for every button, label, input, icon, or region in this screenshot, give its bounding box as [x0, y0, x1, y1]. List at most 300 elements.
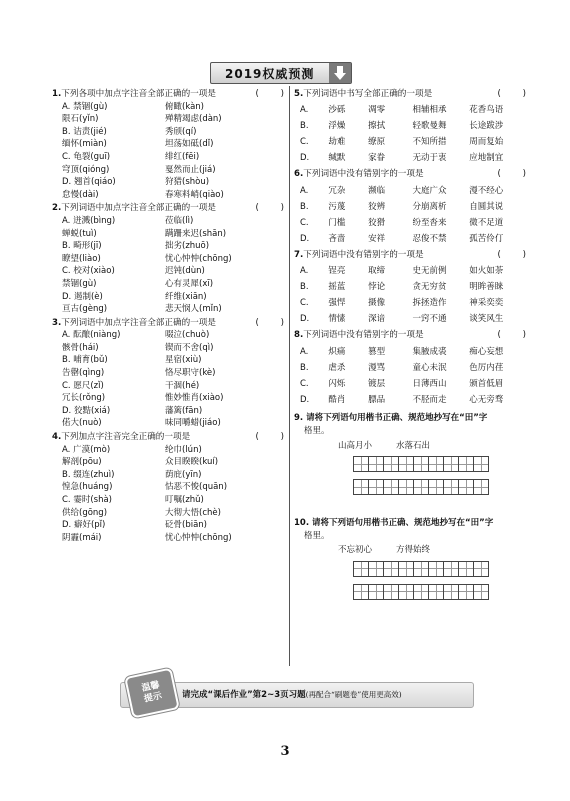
option-item: 殚精竭虑(dàn)	[165, 114, 222, 125]
option-word: 色厉内荏	[469, 362, 504, 373]
option-word: 一窍不通	[412, 314, 447, 325]
option-word: 濒临	[368, 185, 386, 196]
option-word: 轻歌曼舞	[412, 121, 447, 132]
option-word: 锃亮	[328, 266, 346, 277]
answer-blank: ( )	[255, 317, 284, 328]
option-item: 蹒跚来迟(shān)	[165, 228, 227, 239]
question-number: 1.	[52, 89, 62, 99]
copy-phrase: 山高月小	[338, 440, 373, 451]
option-label: D.	[300, 314, 310, 325]
option-item: 秀颀(qí)	[165, 126, 197, 137]
option-item: 戛然而止(jiá)	[165, 164, 216, 175]
question-text	[52, 202, 216, 215]
option-word: 痴心妄想	[469, 346, 504, 357]
answer-blank: ( )	[255, 203, 284, 214]
option-item: A. 广漠(mò)	[62, 444, 111, 455]
option-item: C. 霎时(shà)	[62, 495, 112, 505]
option-row	[52, 367, 284, 380]
option-word: 明眸善睐	[469, 282, 504, 293]
option-item: 大彻大悟(chè)	[165, 507, 221, 518]
option-item: 啜泣(chuò)	[165, 330, 210, 341]
option-row	[52, 380, 284, 393]
option-row	[52, 278, 284, 291]
tian-grid-cell	[473, 479, 489, 495]
option-word: 沙砾	[328, 105, 346, 116]
option-item: 穹顶(qióng)	[62, 164, 110, 175]
question-stem-text: 9. 请将下列语句用楷书正确、规范地抄写在“田”字	[294, 413, 488, 424]
option-word: 史无前例	[412, 266, 447, 277]
option-label: A.	[300, 105, 309, 116]
option-item: 偌大(nuò)	[62, 418, 102, 429]
tian-grid-cell	[413, 479, 429, 495]
option-word: 微不足道	[469, 217, 504, 228]
option-word: 无动于衷	[412, 153, 447, 164]
question-number: 7.	[294, 249, 304, 260]
question-5	[294, 88, 526, 165]
question-stem-text: 下列词语中书写全部正确的一项是	[303, 89, 433, 99]
option-row	[294, 346, 526, 359]
option-label: C.	[300, 378, 309, 389]
answer-blank: ( )	[497, 249, 526, 260]
banner-title: 2019权威预测	[225, 66, 315, 81]
option-word: 家眷	[368, 153, 386, 164]
option-item: D. 狡黠(xiá)	[62, 405, 111, 416]
option-item: 纶巾(lún)	[165, 444, 202, 455]
copy-phrase: 水落石出	[396, 440, 431, 451]
option-word: 纷至沓来	[412, 217, 447, 228]
option-word: 酷肖	[328, 394, 346, 405]
option-word: 虐杀	[328, 362, 346, 373]
tian-grid-row	[353, 456, 526, 472]
tian-grid-cell	[458, 479, 474, 495]
option-item: 纤维(xiān)	[165, 291, 207, 302]
tian-grid-cell	[368, 561, 384, 577]
option-word: 童心未泯	[412, 362, 447, 373]
question-stem-text: 下列词语中没有错别字的一项是	[303, 169, 424, 180]
option-word: 如火如荼	[469, 266, 504, 277]
question-number: 3.	[52, 317, 62, 328]
question-stem-text: 下列词语中加点字注音全部正确的一项是	[61, 317, 216, 328]
answer-blank: ( )	[255, 432, 284, 443]
option-word: 凋零	[368, 105, 386, 116]
option-item: 冗长(rǒng)	[62, 393, 106, 404]
column-divider	[289, 86, 290, 666]
option-word: 强悍	[328, 298, 346, 309]
question-stem-text: 10. 请将下列语句用楷书正确、规范地抄写在“田”字	[294, 518, 494, 529]
question-stem-cont: 格里。	[304, 425, 330, 436]
down-arrow-icon	[329, 63, 351, 83]
tian-grid-cell	[458, 584, 474, 600]
question-stem-text: 下列加点字注音完全正确的一项是	[61, 432, 191, 443]
option-word: 情愫	[328, 314, 346, 325]
tian-grid-cell	[443, 561, 459, 577]
option-item: 怠慢(dài)	[62, 189, 99, 200]
option-row	[52, 507, 284, 520]
right-column	[294, 88, 526, 601]
question-stem	[294, 249, 526, 262]
option-item: A. 迸溅(bìng)	[62, 215, 116, 226]
tip-text: 请完成“课后作业”第2~3页习题(再配合“刷题卷”使用更高效)	[182, 690, 402, 700]
option-word: 缄默	[328, 153, 346, 164]
option-word: 污蔑	[328, 201, 346, 212]
option-word: 分崩离析	[412, 201, 447, 212]
option-row	[294, 104, 526, 117]
option-item: 藩篱(fān)	[165, 405, 203, 416]
tian-grid-cell	[383, 561, 399, 577]
tian-grid-cell	[473, 561, 489, 577]
option-word: 孤苦伶仃	[469, 233, 504, 244]
tip-footer	[120, 672, 472, 710]
option-item: 供给(gōng)	[62, 507, 108, 518]
tian-grid-cell	[383, 584, 399, 600]
option-item: 砭骨(biān)	[165, 520, 207, 531]
question-6	[294, 168, 526, 245]
question-text	[294, 88, 432, 101]
option-word: 日薄西山	[412, 378, 447, 389]
question-q10	[294, 517, 526, 600]
option-item: 味同嚼蜡(jiáo)	[165, 418, 221, 429]
option-row	[52, 417, 284, 430]
tian-grid-cell	[443, 479, 459, 495]
option-word: 集腋成裘	[412, 346, 447, 357]
option-row	[52, 215, 284, 228]
option-word: 浮燥	[328, 121, 346, 132]
option-row	[52, 164, 284, 177]
option-word: 门槛	[328, 217, 346, 228]
option-label: A.	[300, 266, 309, 277]
question-number: 8.	[294, 330, 304, 341]
tian-grid-cell	[368, 479, 384, 495]
question-8	[294, 329, 526, 406]
question-stem	[294, 168, 526, 181]
question-text	[52, 431, 190, 444]
tian-grid-cell	[473, 456, 489, 472]
option-label: A.	[300, 346, 309, 357]
option-word: 缭原	[368, 137, 386, 148]
option-row	[294, 152, 526, 165]
option-item: 迟钝(dùn)	[165, 266, 205, 277]
option-row	[52, 113, 284, 126]
option-word: 膘品	[368, 394, 386, 405]
copy-phrases	[338, 544, 526, 557]
option-item: A. 酝酿(niàng)	[62, 330, 121, 341]
question-4	[52, 431, 284, 544]
question-stem	[294, 329, 526, 342]
option-word: 篡型	[368, 346, 386, 357]
question-q9	[294, 412, 526, 495]
option-row	[52, 405, 284, 418]
tian-grid-cell	[413, 456, 429, 472]
option-item: 俯瞰(kàn)	[165, 101, 205, 112]
copy-phrases	[338, 440, 526, 453]
option-item: 缅怀(miàn)	[62, 139, 107, 150]
tian-grid-cell	[428, 456, 444, 472]
tian-grid-cell	[368, 584, 384, 600]
option-item: D. 翘首(qiáo)	[62, 177, 116, 188]
question-text	[294, 168, 424, 181]
question-1	[52, 88, 284, 201]
option-row	[294, 281, 526, 294]
option-item: 瞭望(liào)	[62, 253, 101, 264]
option-item: 蝉蜕(tuì)	[62, 228, 97, 239]
copy-phrase: 方得始终	[396, 545, 431, 556]
option-row	[294, 201, 526, 214]
option-word: 劫难	[328, 137, 346, 148]
option-word: 镀层	[368, 378, 386, 389]
copy-phrase: 不忘初心	[338, 545, 373, 556]
option-row	[52, 481, 284, 494]
option-word: 擦拭	[368, 121, 386, 132]
option-row	[52, 253, 284, 266]
option-item: 莅临(lì)	[165, 215, 194, 226]
tian-grid-cell	[368, 456, 384, 472]
option-word: 取缔	[368, 266, 386, 277]
option-item: 告罄(qìng)	[62, 368, 105, 379]
option-word: 深谙	[368, 314, 386, 325]
tian-grid-row	[353, 584, 526, 600]
option-item: D. 遏制(è)	[62, 291, 103, 302]
option-label: B.	[300, 201, 309, 212]
option-row	[52, 176, 284, 189]
answer-blank: ( )	[497, 169, 526, 180]
option-item: 忧心忡忡(chōng)	[165, 532, 232, 543]
option-row	[52, 342, 284, 355]
option-item: 亘古(gèng)	[62, 304, 108, 315]
section-banner	[210, 62, 352, 84]
option-word: 相辅相承	[412, 105, 447, 116]
option-word: 神采奕奕	[469, 298, 504, 309]
question-number: 4.	[52, 432, 62, 443]
option-item: 悲天悯人(mǐn)	[165, 304, 222, 315]
option-word: 闪烁	[328, 378, 346, 389]
option-row	[52, 126, 284, 139]
option-label: B.	[300, 282, 309, 293]
question-7	[294, 249, 526, 326]
option-row	[52, 456, 284, 469]
option-word: 忍俊不禁	[412, 233, 447, 244]
tian-grid-row	[353, 479, 526, 495]
question-stem	[52, 202, 284, 215]
option-item: D. 癖好(pǐ)	[62, 520, 106, 531]
question-number: 5.	[294, 89, 304, 99]
tian-grid-cell	[398, 561, 414, 577]
answer-blank: ( )	[255, 89, 284, 99]
option-item: C. 校对(xiào)	[62, 266, 115, 277]
option-word: 谈笑风生	[469, 314, 504, 325]
option-row	[52, 101, 284, 114]
left-column	[52, 88, 284, 545]
option-row	[52, 189, 284, 202]
option-item: 叮嘱(zhǔ)	[165, 495, 204, 505]
question-stem-text: 下列词语中没有错别字的一项是	[303, 330, 424, 341]
option-label: B.	[300, 362, 309, 373]
option-row	[294, 394, 526, 407]
tian-grid-cell	[428, 584, 444, 600]
option-item: 骸骨(hái)	[62, 342, 99, 353]
tian-grid-cell	[383, 456, 399, 472]
question-number: 6.	[294, 169, 304, 180]
option-item: B. 哺育(bǔ)	[62, 355, 108, 366]
option-row	[52, 138, 284, 151]
option-word: 安祥	[368, 233, 386, 244]
option-word: 大庭广众	[412, 185, 447, 196]
option-item: 忧心忡忡(chōng)	[165, 253, 232, 264]
option-item: 阴霾(mái)	[62, 532, 102, 543]
question-stem-text: 下列各项中加点字注音全部正确的一项是	[61, 89, 216, 99]
option-word: 自圆其说	[469, 201, 504, 212]
option-row	[294, 378, 526, 391]
option-item: A. 禁锢(gù)	[62, 101, 108, 112]
tian-grid-cell	[398, 479, 414, 495]
option-row	[294, 362, 526, 375]
option-item: 恪尽职守(kè)	[165, 368, 216, 379]
option-row	[294, 120, 526, 133]
option-row	[52, 303, 284, 316]
option-word: 悖论	[368, 282, 386, 293]
option-row	[294, 217, 526, 230]
option-row	[294, 297, 526, 310]
option-item: 解剖(pōu)	[62, 457, 102, 468]
page-number: 3	[280, 744, 290, 759]
question-2	[52, 202, 284, 315]
option-item: 众目睽睽(kuí)	[165, 457, 219, 468]
option-row	[294, 185, 526, 198]
question-stem	[52, 317, 284, 330]
option-row	[294, 265, 526, 278]
option-word: 漫骂	[368, 362, 386, 373]
option-item: 星宿(xiù)	[165, 355, 202, 366]
option-label: D.	[300, 233, 310, 244]
tian-grid-cell	[428, 479, 444, 495]
option-item: 心有灵犀(xī)	[165, 278, 214, 289]
tian-grid-cell	[473, 584, 489, 600]
option-word: 炽痛	[328, 346, 346, 357]
question-3	[52, 317, 284, 430]
tian-grid-cell	[353, 584, 369, 600]
question-stem	[52, 88, 284, 101]
option-label: A.	[300, 185, 309, 196]
question-number: 2.	[52, 203, 62, 214]
tian-grid-cell	[413, 584, 429, 600]
question-stem-text: 下列词语中加点字注音全部正确的一项是	[61, 203, 216, 214]
option-item: 荫庇(yīn)	[165, 469, 202, 480]
tian-grid	[353, 456, 526, 495]
option-word: 狡辨	[368, 201, 386, 212]
option-row	[52, 469, 284, 482]
question-stem-text: 下列词语中没有错别字的一项是	[303, 249, 424, 260]
option-row	[294, 313, 526, 326]
option-word: 周而复始	[469, 137, 504, 148]
option-item: 干涸(hé)	[165, 380, 200, 391]
option-item: 限石(yǐn)	[62, 114, 99, 125]
option-item: 禁锢(gù)	[62, 278, 97, 289]
option-word: 摄像	[368, 298, 386, 309]
option-word: 长途跋涉	[469, 121, 504, 132]
question-stem	[294, 88, 526, 101]
option-row	[52, 228, 284, 241]
option-row	[294, 233, 526, 246]
option-label: C.	[300, 137, 309, 148]
option-word: 心无旁骛	[469, 394, 504, 405]
tian-grid	[353, 561, 526, 600]
option-label: B.	[300, 121, 309, 132]
option-row	[52, 291, 284, 304]
tian-grid-cell	[353, 456, 369, 472]
tip-badge: 温馨 提示	[124, 667, 180, 718]
question-text	[294, 249, 424, 262]
question-stem	[294, 412, 526, 425]
option-word: 漫不经心	[469, 185, 504, 196]
tian-grid-cell	[383, 479, 399, 495]
tian-grid-cell	[443, 456, 459, 472]
question-text	[52, 88, 216, 101]
option-item: B. 畸形(jī)	[62, 241, 102, 252]
question-text	[52, 317, 216, 330]
option-row	[52, 532, 284, 545]
option-label: C.	[300, 298, 309, 309]
tian-grid-cell	[353, 479, 369, 495]
tian-grid-cell	[353, 561, 369, 577]
question-stem-cont: 格里。	[304, 530, 330, 541]
option-item: C. 愿尺(zǐ)	[62, 380, 104, 391]
tian-grid-cell	[443, 584, 459, 600]
tian-grid-cell	[413, 561, 429, 577]
option-item: B. 缀连(zhuì)	[62, 469, 115, 480]
option-word: 花香鸟语	[469, 105, 504, 116]
option-word: 拆拯造作	[412, 298, 447, 309]
option-label: D.	[300, 153, 310, 164]
option-label: D.	[300, 394, 310, 405]
option-item: 惟妙惟肖(xiào)	[165, 393, 224, 404]
option-row	[52, 151, 284, 164]
tian-grid-cell	[428, 561, 444, 577]
option-row	[52, 240, 284, 253]
option-label: C.	[300, 217, 309, 228]
answer-blank: ( )	[497, 330, 526, 341]
option-item: 春寒料峭(qiào)	[165, 189, 224, 200]
option-row	[52, 329, 284, 342]
tian-grid-cell	[398, 456, 414, 472]
option-row	[294, 136, 526, 149]
option-word: 摇蓝	[328, 282, 346, 293]
question-text	[294, 329, 424, 342]
option-row	[52, 265, 284, 278]
option-row	[52, 392, 284, 405]
option-item: 锲而不舍(qì)	[165, 342, 214, 353]
tian-grid-cell	[458, 456, 474, 472]
answer-blank: ( )	[497, 89, 526, 99]
option-word: 应地制宜	[469, 153, 504, 164]
option-row	[52, 519, 284, 532]
option-word: 颁首低眉	[469, 378, 504, 389]
option-item: 狩猎(shòu)	[165, 177, 210, 188]
option-item: 惶急(huáng)	[62, 482, 113, 493]
option-word: 狡猾	[368, 217, 386, 228]
tian-grid-cell	[398, 584, 414, 600]
option-item: C. 龟裂(guī)	[62, 151, 111, 162]
option-word: 贪无穷贫	[412, 282, 447, 293]
option-item: B. 诘责(jié)	[62, 126, 107, 137]
option-word: 不知所措	[412, 137, 447, 148]
tian-grid-row	[353, 561, 526, 577]
option-row	[52, 494, 284, 507]
option-row	[52, 354, 284, 367]
option-item: 坦荡如砥(dǐ)	[165, 139, 214, 150]
question-stem	[52, 431, 284, 444]
option-word: 吝啬	[328, 233, 346, 244]
tian-grid-cell	[458, 561, 474, 577]
question-stem	[294, 517, 526, 530]
